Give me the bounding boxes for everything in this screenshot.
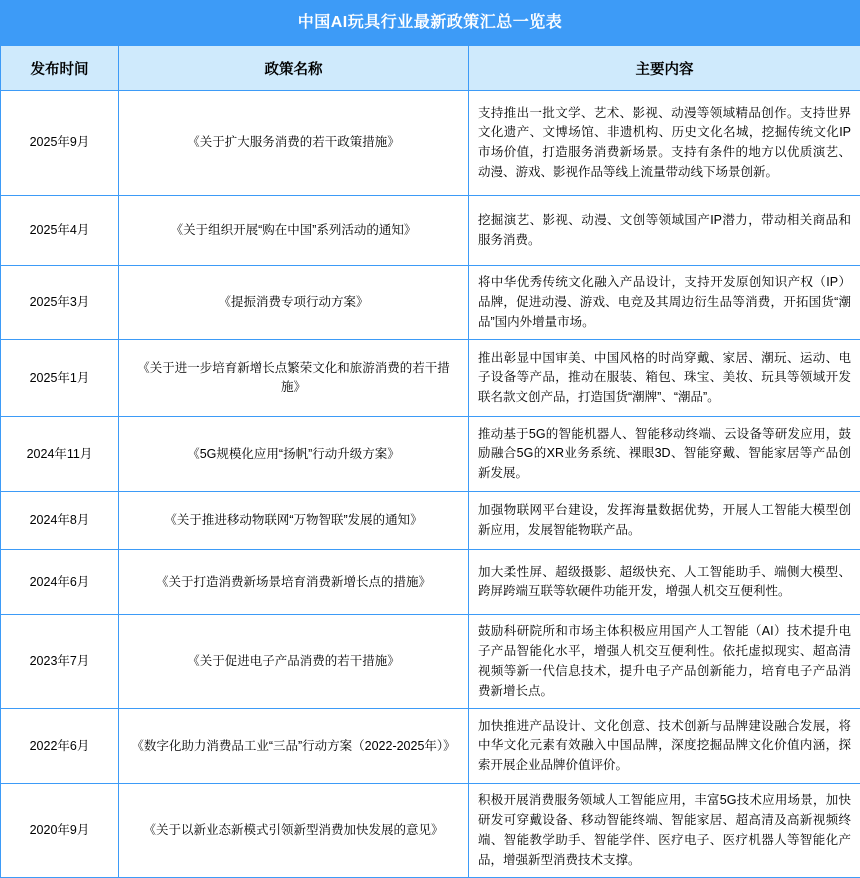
column-header-main-content: 主要内容	[469, 46, 860, 91]
table-body	[1, 91, 860, 878]
policy-summary-table	[0, 45, 860, 878]
cell-date: 2024年8月	[1, 492, 119, 550]
table-header	[1, 46, 860, 91]
table-row	[1, 784, 860, 878]
cell-main-content: 加强物联网平台建设，发挥海量数据优势，开展人工智能大模型创新应用，发展智能物联产品。	[469, 492, 860, 550]
cell-main-content: 加大柔性屏、超级摄影、超级快充、人工智能助手、端侧大模型、跨屏跨端互联等软硬件功能开发，增强人机交互便利性。	[469, 550, 860, 615]
cell-policy-name: 《关于扩大服务消费的若干政策措施》	[119, 91, 469, 196]
cell-date: 2025年1月	[1, 340, 119, 417]
table-row	[1, 709, 860, 784]
page-title: 中国AI玩具行业最新政策汇总一览表	[298, 13, 563, 32]
table-row	[1, 550, 860, 615]
cell-policy-name: 《关于组织开展“购在中国”系列活动的通知》	[119, 196, 469, 266]
table-row	[1, 417, 860, 492]
cell-main-content: 积极开展消费服务领域人工智能应用，丰富5G技术应用场景，加快研发可穿戴设备、移动智能终端、智能家居、超高清及高新视频终端、智能教学助手、智能学伴、医疗电子、医疗机器人等智能化产品，增强新型消费技术支撑。	[469, 784, 860, 878]
column-header-policy-name: 政策名称	[119, 46, 469, 91]
cell-main-content: 鼓励科研院所和市场主体积极应用国产人工智能（AI）技术提升电子产品智能化水平，增强人机交互便利性。依托虚拟现实、超高清视频等新一代信息技术，提升电子产品创新能力，培育电子产品消费新增长点。	[469, 615, 860, 709]
table-title-banner	[0, 0, 860, 45]
cell-main-content: 加快推进产品设计、文化创意、技术创新与品牌建设融合发展，将中华文化元素有效融入中国品牌，深度挖掘品牌文化价值内涵，探索开展企业品牌价值评价。	[469, 709, 860, 784]
cell-main-content: 推出彰显中国审美、中国风格的时尚穿戴、家居、潮玩、运动、电子设备等产品，推动在服装、箱包、珠宝、美妆、玩具等领域开发联名款文创产品，打造国货“潮牌”、“潮品”。	[469, 340, 860, 417]
column-header-date: 发布时间	[1, 46, 119, 91]
table-row	[1, 492, 860, 550]
cell-date: 2023年7月	[1, 615, 119, 709]
cell-policy-name: 《关于以新业态新模式引领新型消费加快发展的意见》	[119, 784, 469, 878]
cell-policy-name: 《关于进一步培育新增长点繁荣文化和旅游消费的若干措施》	[119, 340, 469, 417]
table-header-row	[1, 46, 860, 91]
cell-policy-name: 《关于打造消费新场景培育消费新增长点的措施》	[119, 550, 469, 615]
cell-policy-name: 《关于促进电子产品消费的若干措施》	[119, 615, 469, 709]
cell-date: 2025年9月	[1, 91, 119, 196]
cell-date: 2024年6月	[1, 550, 119, 615]
cell-policy-name: 《数字化助力消费品工业“三品”行动方案（2022-2025年）》	[119, 709, 469, 784]
table-row	[1, 340, 860, 417]
cell-date: 2025年4月	[1, 196, 119, 266]
table-row	[1, 615, 860, 709]
cell-main-content: 推动基于5G的智能机器人、智能移动终端、云设备等研发应用，鼓励融合5G的XR业务系统、裸眼3D、智能穿戴、智能家居等产品创新发展。	[469, 417, 860, 492]
cell-main-content: 挖掘演艺、影视、动漫、文创等领域国产IP潜力，带动相关商品和服务消费。	[469, 196, 860, 266]
cell-policy-name: 《提振消费专项行动方案》	[119, 266, 469, 340]
cell-date: 2025年3月	[1, 266, 119, 340]
table-row	[1, 91, 860, 196]
cell-main-content: 支持推出一批文学、艺术、影视、动漫等领域精品创作。支持世界文化遗产、文博场馆、非遗机构、历史文化名城，挖掘传统文化IP市场价值，打造服务消费新场景。支持有条件的地方以优质演艺、动漫、游戏、影视作品等线上流量带动线下场景创新。	[469, 91, 860, 196]
cell-main-content: 将中华优秀传统文化融入产品设计，支持开发原创知识产权（IP）品牌，促进动漫、游戏、电竞及其周边衍生品等消费，开拓国货“潮品”国内外增量市场。	[469, 266, 860, 340]
cell-date: 2024年11月	[1, 417, 119, 492]
cell-date: 2020年9月	[1, 784, 119, 878]
table-row	[1, 196, 860, 266]
cell-date: 2022年6月	[1, 709, 119, 784]
cell-policy-name: 《关于推进移动物联网“万物智联”发展的通知》	[119, 492, 469, 550]
cell-policy-name: 《5G规模化应用“扬帆”行动升级方案》	[119, 417, 469, 492]
table-row	[1, 266, 860, 340]
